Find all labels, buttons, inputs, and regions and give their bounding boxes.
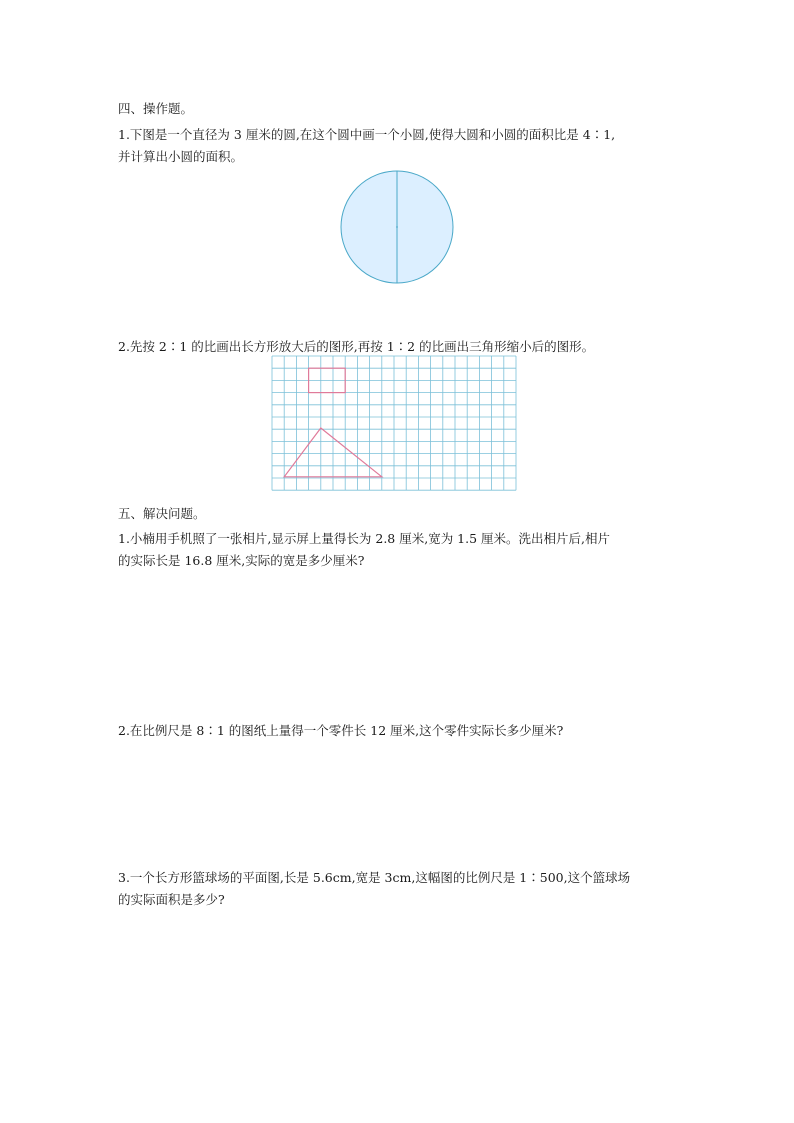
q1-text-line2: 并计算出小圆的面积。 <box>118 149 244 164</box>
q2-text-line1: 2.先按 2∶1 的比画出长方形放大后的图形,再按 1∶2 的比画出三角形缩小后的图形。 <box>118 339 595 354</box>
grid-figure <box>270 355 524 500</box>
section5-heading: 五、解决问题。 <box>118 506 206 521</box>
s5-q3-text-line1: 3.一个长方形篮球场的平面图,长是 5.6cm,宽是 3cm,这幅图的比例尺是 1∶500,这个篮球场 <box>118 870 631 885</box>
section4-heading: 四、操作题。 <box>118 101 194 116</box>
s5-q2-text-line1: 2.在比例尺是 8∶1 的图纸上量得一个零件长 12 厘米,这个零件实际长多少厘米? <box>118 723 564 738</box>
s5-q3-text-line2: 的实际面积是多少? <box>118 892 225 907</box>
circle-center-point <box>396 226 398 228</box>
s5-q1-text-line2: 的实际长是 16.8 厘米,实际的宽是多少厘米? <box>118 553 365 568</box>
q1-text-line1: 1.下图是一个直径为 3 厘米的圆,在这个圆中画一个小圆,使得大圆和小圆的面积比是 4∶1, <box>118 127 616 142</box>
circle-figure <box>338 168 456 286</box>
s5-q1-text-line1: 1.小楠用手机照了一张相片,显示屏上量得长为 2.8 厘米,宽为 1.5 厘米。洗出相片后,相片 <box>118 531 610 546</box>
